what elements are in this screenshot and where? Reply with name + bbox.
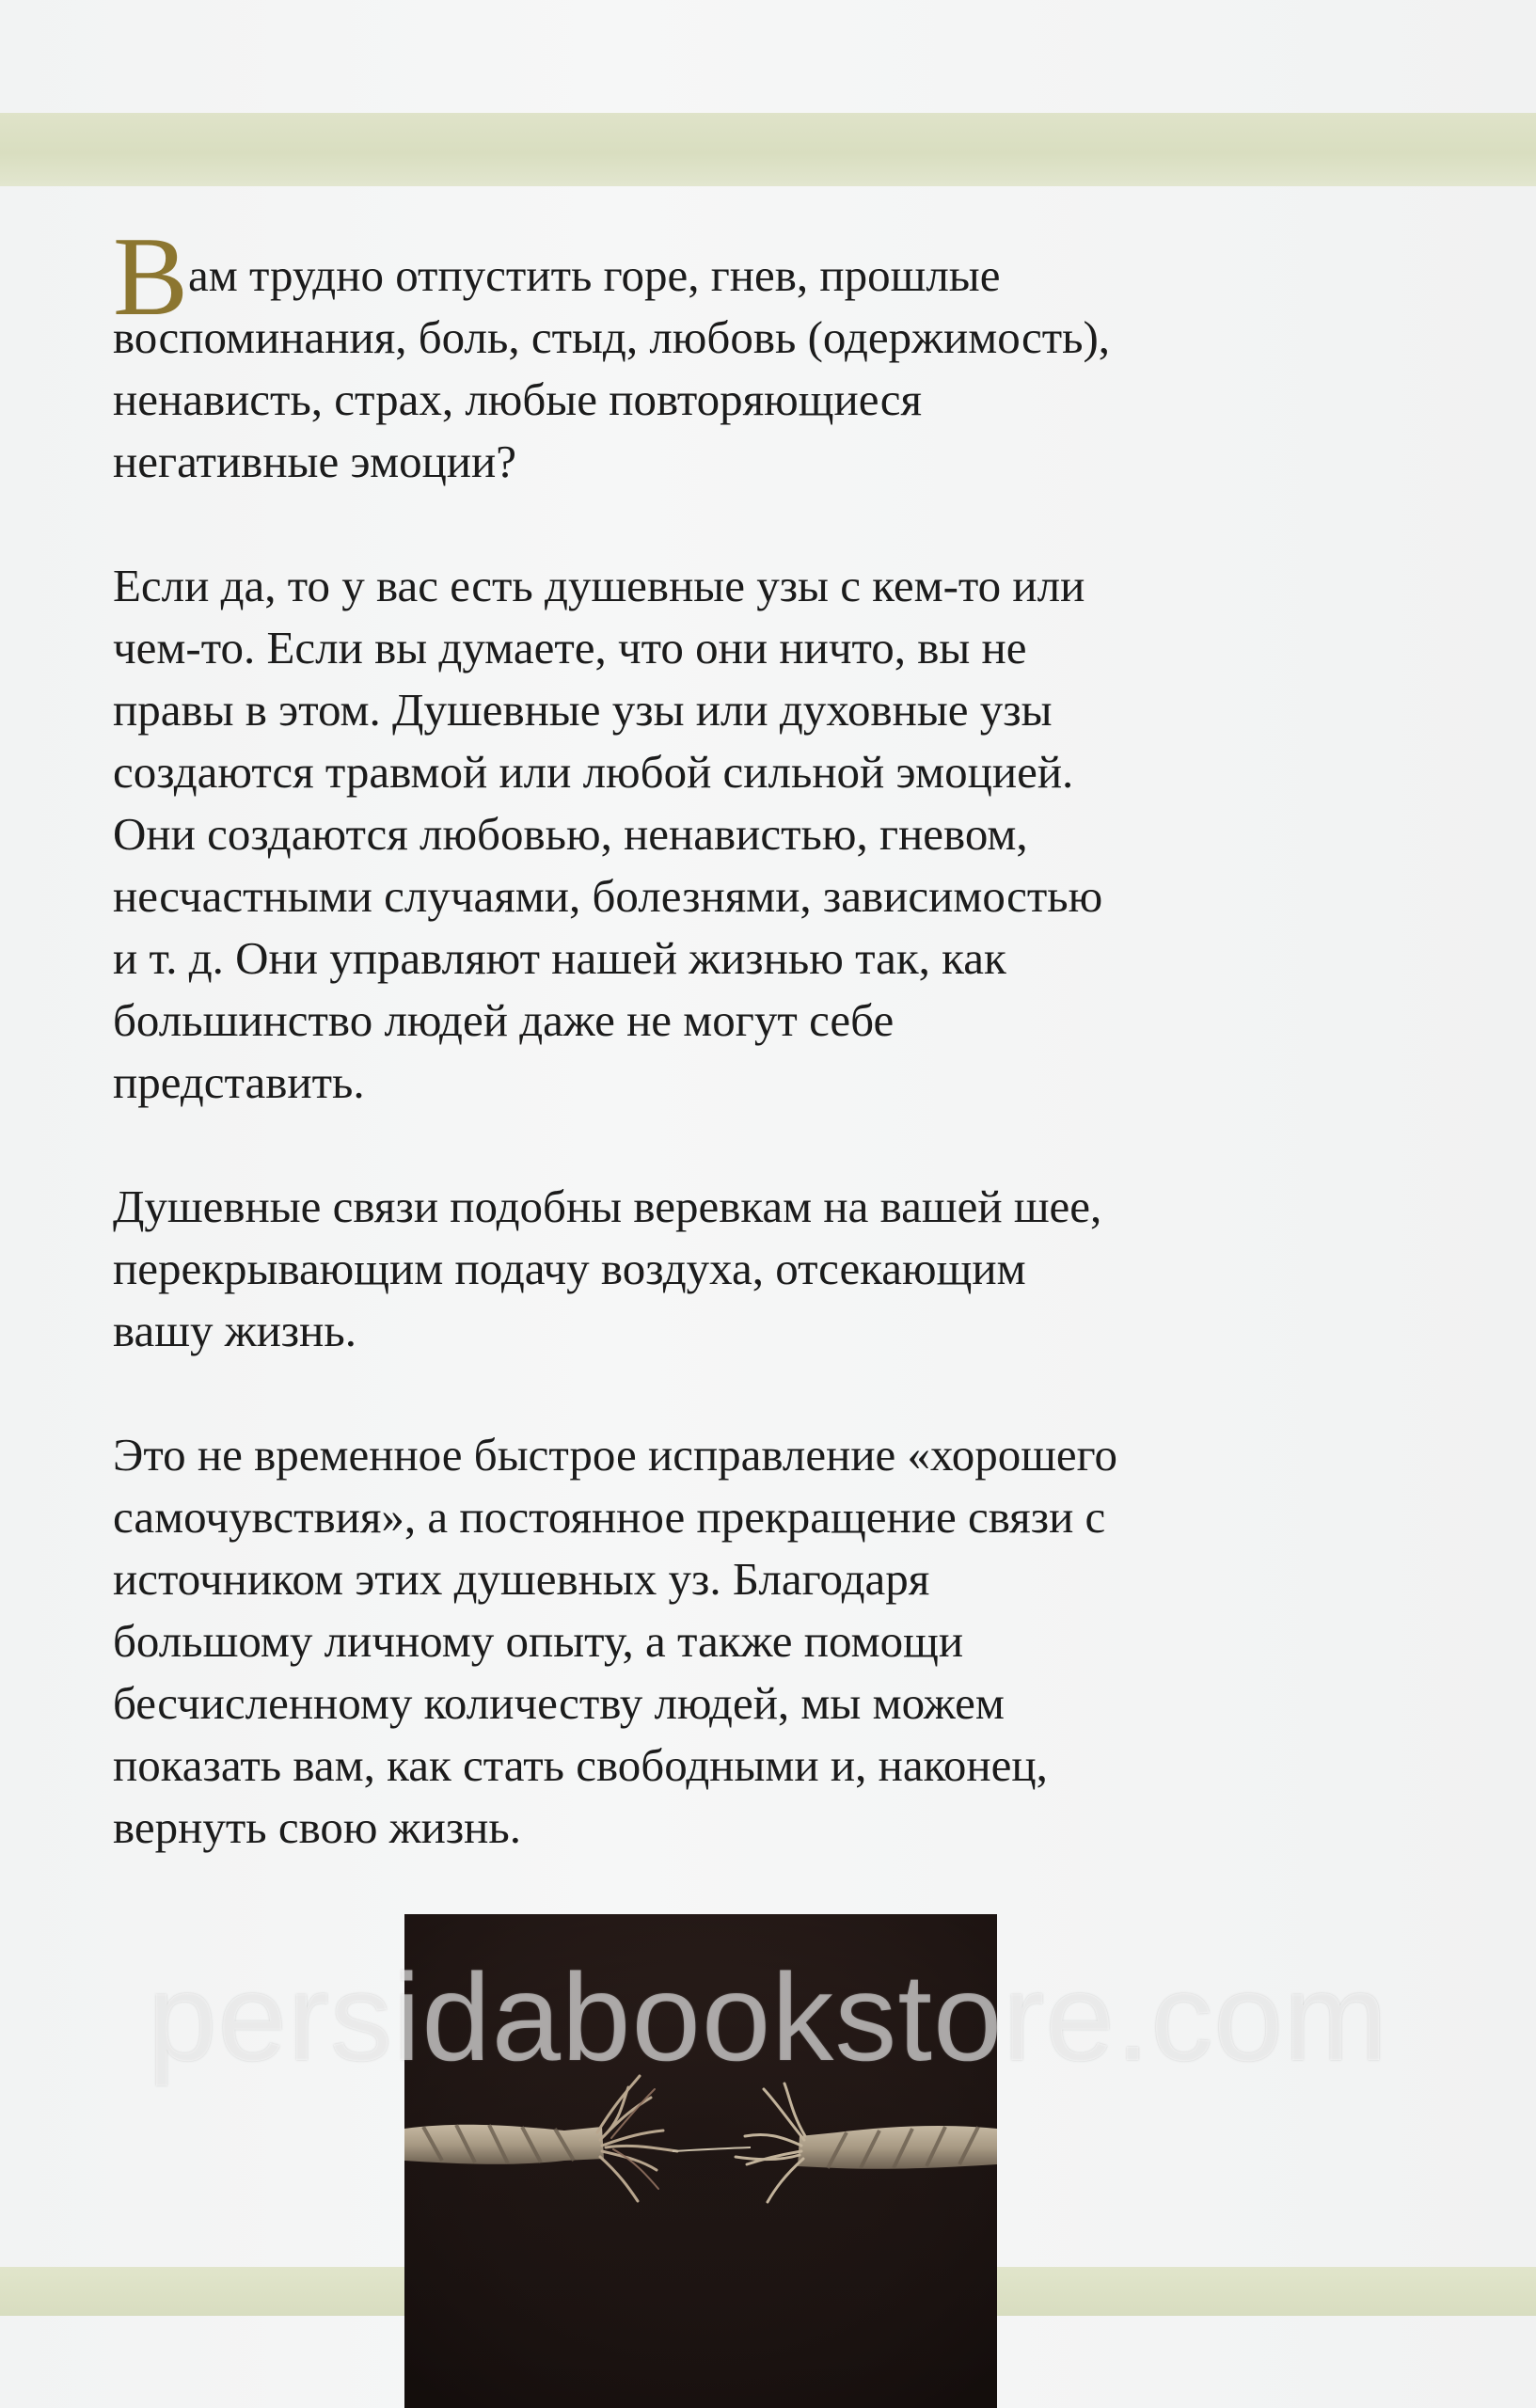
paragraph-3-line-2: перекрывающим подачу воздуха, отсекающим [113,1243,1026,1294]
drop-cap: В [113,214,189,339]
paragraph-4-line-4: большому личному опыту, а также помощи [113,1615,964,1667]
paragraph-2-line-5: Они создаются любовью, ненавистью, гневом, [113,808,1028,860]
top-decorative-band [0,113,1536,186]
paragraph-4-line-5: бесчисленному количеству людей, мы можем [113,1677,1005,1729]
paragraph-2-line-1: Если да, то у вас есть душевные узы с кем-то или [113,560,1085,611]
paragraph-3-line-1: Душевные связи подобны веревкам на вашей шее, [113,1180,1102,1232]
paragraph-4-line-1: Это не временное быстрое исправление «хорошего [113,1429,1118,1481]
paragraph-1-line-1-text: ам трудно отпустить горе, гнев, прошлые [188,249,1001,301]
paragraph-1-line-3: ненависть, страх, любые повторяющиеся [113,373,922,425]
paragraph-1-line-2: воспоминания, боль, стыд, любовь (одержимость), [113,311,1111,363]
paragraph-1 [113,214,1373,493]
paragraph-4-line-2: самочувствия», а постоянное прекращение связи с [113,1491,1106,1543]
paragraph-4-line-6: показать вам, как стать свободными и, наконец, [113,1739,1048,1791]
paragraph-4-line-7: вернуть свою жизнь. [113,1801,521,1853]
paragraph-2-line-4: создаются травмой или любой сильной эмоцией. [113,746,1074,798]
paragraph-1-line-4: негативные эмоции? [113,436,516,487]
paragraph-2-line-2: чем-то. Если вы думаете, что они ничто, вы не [113,622,1027,673]
body-text [113,214,1373,1921]
paragraph-3-line-3: вашу жизнь. [113,1305,356,1356]
watermark: persidabookstore.com [148,1948,1388,2086]
paragraph-3 [113,1176,1373,1362]
paragraph-2-line-3: правы в этом. Душевные узы или духовные узы [113,684,1053,736]
paragraph-2-line-8: большинство людей даже не могут себе [113,994,895,1046]
paragraph-2 [113,555,1373,1114]
paragraph-4 [113,1424,1373,1859]
paragraph-2-line-9: представить. [113,1056,365,1108]
paragraph-4-line-3: источником этих душевных уз. Благодаря [113,1553,930,1605]
paragraph-2-line-6: несчастными случаями, болезнями, зависимостью [113,870,1103,922]
paragraph-2-line-7: и т. д. Они управляют нашей жизнью так, как [113,932,1006,984]
